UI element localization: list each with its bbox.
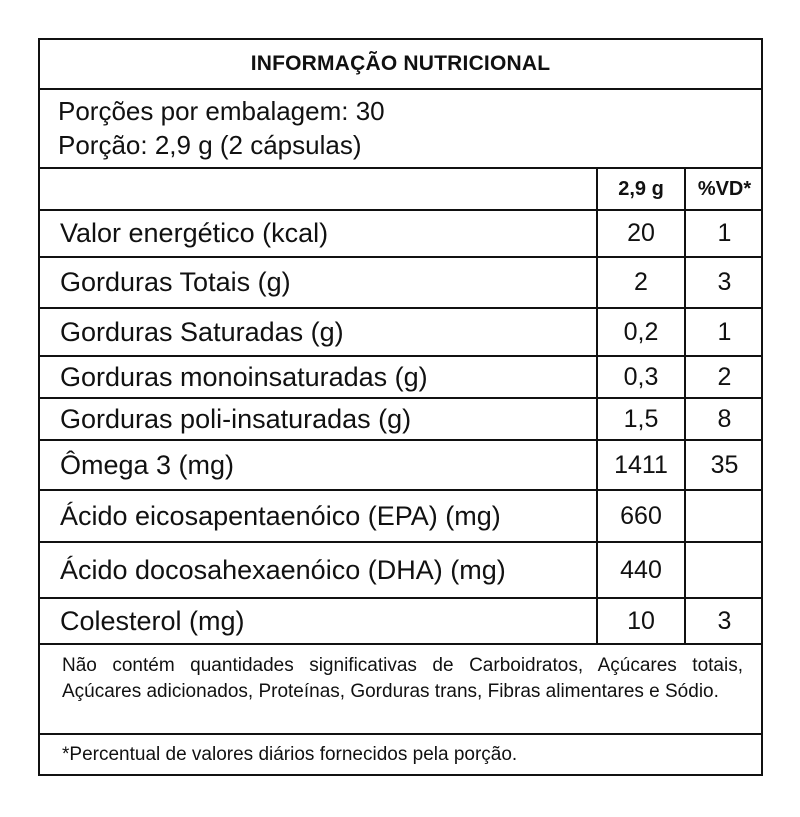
table-row bbox=[40, 599, 761, 645]
table-row bbox=[40, 543, 761, 599]
table-header-row bbox=[40, 169, 761, 211]
nutrient-amount: 1411 bbox=[596, 441, 684, 489]
nutrient-amount: 10 bbox=[596, 599, 684, 643]
nutrient-daily-value: 1 bbox=[684, 309, 763, 355]
portion-info bbox=[40, 90, 761, 169]
portions-per-package: Porções por embalagem: 30 bbox=[58, 96, 385, 126]
nutrient-amount: 440 bbox=[596, 543, 684, 597]
portion-size: Porção: 2,9 g (2 cápsulas) bbox=[58, 130, 362, 160]
nutrient-daily-value bbox=[684, 543, 763, 597]
nutrient-amount: 2 bbox=[596, 258, 684, 307]
nutrient-name: Ômega 3 (mg) bbox=[60, 449, 235, 480]
nutrient-amount: 660 bbox=[596, 491, 684, 541]
label-title: INFORMAÇÃO NUTRICIONAL bbox=[40, 40, 761, 90]
header-daily-value: %VD* bbox=[684, 169, 763, 209]
nutrient-daily-value: 2 bbox=[684, 357, 763, 397]
nutrient-amount: 20 bbox=[596, 211, 684, 256]
nutrient-daily-value: 3 bbox=[684, 599, 763, 643]
not-significant-note: Não contém quantidades significativas de Carboidratos, Açúcares totais, Açúcares adicionados, Proteínas, Gorduras trans, Fibras alimentares e Sódio. bbox=[40, 645, 761, 735]
header-portion-amount: 2,9 g bbox=[596, 169, 684, 209]
header-nutrient bbox=[40, 169, 596, 209]
daily-value-note: *Percentual de valores diários fornecidos pela porção. bbox=[62, 744, 518, 765]
nutrient-daily-value bbox=[684, 491, 763, 541]
nutrient-name: Ácido eicosapentaenóico (EPA) (mg) bbox=[60, 500, 501, 531]
nutrient-name: Gorduras Totais (g) bbox=[60, 267, 291, 297]
nutrient-name: Colesterol (mg) bbox=[60, 605, 245, 636]
nutrient-daily-value: 3 bbox=[684, 258, 763, 307]
nutrition-facts-label bbox=[38, 38, 763, 776]
table-row bbox=[40, 357, 761, 399]
nutrient-amount: 0,3 bbox=[596, 357, 684, 397]
nutrient-daily-value: 8 bbox=[684, 399, 763, 439]
table-row bbox=[40, 258, 761, 309]
table-row bbox=[40, 491, 761, 543]
nutrient-name: Ácido docosahexaenóico (DHA) (mg) bbox=[60, 554, 506, 585]
table-row bbox=[40, 399, 761, 441]
table-row bbox=[40, 441, 761, 491]
table-row bbox=[40, 211, 761, 258]
table-row bbox=[40, 309, 761, 357]
nutrient-name: Gorduras monoinsaturadas (g) bbox=[60, 361, 428, 392]
nutrient-amount: 0,2 bbox=[596, 309, 684, 355]
nutrient-name: Gorduras Saturadas (g) bbox=[60, 316, 344, 347]
nutrient-name: Valor energético (kcal) bbox=[60, 218, 329, 248]
nutrient-daily-value: 1 bbox=[684, 211, 763, 256]
nutrient-amount: 1,5 bbox=[596, 399, 684, 439]
nutrient-name: Gorduras poli-insaturadas (g) bbox=[60, 403, 412, 434]
nutrient-daily-value: 35 bbox=[684, 441, 763, 489]
